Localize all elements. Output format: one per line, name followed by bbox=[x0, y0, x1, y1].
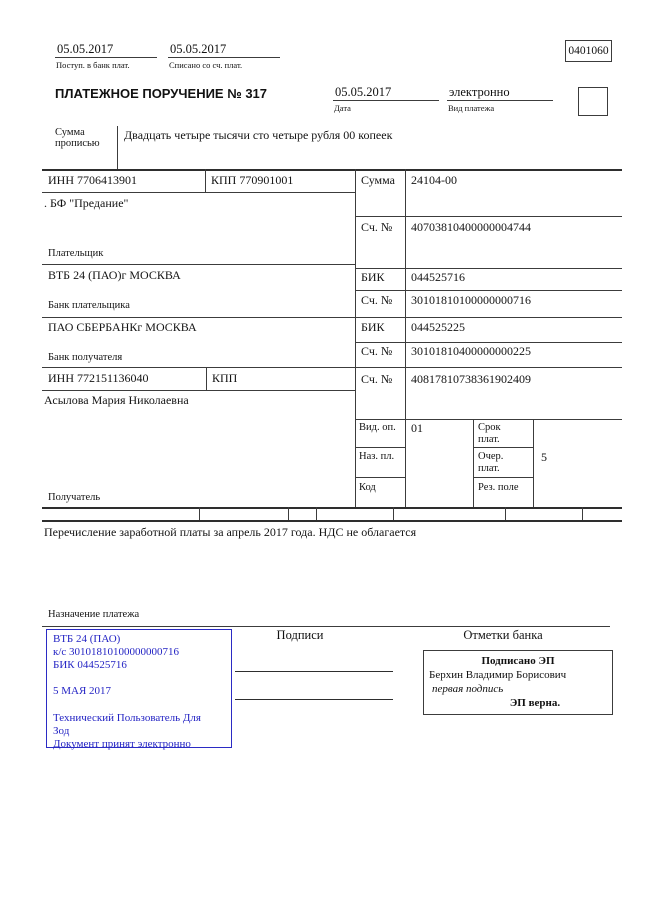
value-vertical-divider bbox=[405, 169, 406, 507]
payer-bank-label: Банк плательщика bbox=[48, 300, 130, 311]
table-top-line bbox=[42, 169, 622, 171]
payment-type-value: электронно bbox=[449, 85, 510, 99]
status-box bbox=[578, 87, 608, 116]
stamp-line: ВТБ 24 (ПАО) bbox=[53, 633, 121, 645]
op-block-top-line bbox=[355, 419, 622, 420]
electronic-signature-box bbox=[423, 650, 613, 715]
table-bottom-line bbox=[42, 507, 622, 509]
payer-account-label: Сч. № bbox=[361, 220, 393, 234]
stamp-line: Зод bbox=[53, 724, 70, 737]
payee-bank-label: Банк получателя bbox=[48, 352, 123, 363]
payee-kpp: КПП bbox=[212, 371, 238, 385]
form-code-box bbox=[565, 40, 612, 62]
stamp-line: к/с 30101810100000000716 bbox=[53, 646, 180, 659]
op-row2-line-right bbox=[473, 477, 534, 478]
purpose-label: Назначение платежа bbox=[48, 609, 140, 620]
sum-label: Сумма bbox=[361, 173, 395, 187]
debited-date-value: 05.05.2017 bbox=[170, 42, 227, 56]
date-label: Дата bbox=[334, 103, 351, 113]
received-date-label: Поступ. в банк плат. bbox=[56, 60, 130, 70]
payer-bank-bottom-line bbox=[42, 317, 622, 318]
payer-bik-bottom-line bbox=[355, 290, 622, 291]
op-vertical-2 bbox=[533, 419, 534, 507]
payer-inn: ИНН 7706413901 bbox=[48, 173, 137, 187]
payee-account-label: Сч. № bbox=[361, 372, 393, 386]
strip-divider-2 bbox=[288, 507, 289, 520]
payee-account-value: 40817810738361902409 bbox=[411, 372, 531, 386]
payee-bank-account-value: 30101810400000000225 bbox=[411, 344, 531, 358]
op-type-label: Вид. оп. bbox=[359, 422, 396, 433]
payee-bik-bottom-line bbox=[355, 342, 622, 343]
payee-bank-bik-value: 044525225 bbox=[411, 320, 465, 334]
document-title: ПЛАТЕЖНОЕ ПОРУЧЕНИЕ № 317 bbox=[55, 86, 268, 101]
signature-line-2 bbox=[235, 699, 393, 700]
payer-kpp: КПП 770901001 bbox=[211, 173, 294, 187]
payer-bottom-line bbox=[42, 264, 355, 265]
esign-title: Подписано ЭП bbox=[481, 655, 555, 667]
reserve-field-label: Рез. поле bbox=[478, 482, 519, 493]
priority-value: 5 bbox=[541, 450, 547, 464]
received-in-bank-field bbox=[55, 42, 157, 70]
stamp-line bbox=[53, 698, 229, 711]
received-date-value: 05.05.2017 bbox=[57, 42, 114, 56]
strip-divider-4 bbox=[393, 507, 394, 520]
payee-inn: ИНН 772151136040 bbox=[48, 371, 149, 385]
amount-in-words-value: Двадцать четыре тысячи сто четыре рубля 00 копеек bbox=[124, 128, 393, 142]
payer-innkpp-divider bbox=[205, 169, 206, 192]
strip-bottom-line bbox=[42, 520, 622, 522]
op-vertical-1 bbox=[473, 419, 474, 507]
esign-signer: Берхин Владимир Борисович bbox=[429, 669, 567, 681]
payee-name: Асылова Мария Николаевна bbox=[44, 393, 189, 407]
date-value: 05.05.2017 bbox=[335, 85, 392, 99]
op-row2-line-left bbox=[355, 477, 406, 478]
signature-line-1 bbox=[235, 671, 393, 672]
date-field bbox=[333, 85, 439, 113]
stamp-line: Технический Пользователь Для bbox=[53, 711, 201, 724]
payer-name: . БФ "Предание" bbox=[44, 196, 129, 210]
payment-type-field bbox=[447, 85, 553, 113]
op-row1-line-left bbox=[355, 447, 406, 448]
bank-marks-header: Отметки банка bbox=[463, 628, 543, 642]
strip-divider-5 bbox=[505, 507, 506, 520]
esign-verified: ЭП верна. bbox=[509, 697, 561, 709]
esign-kind: первая подпись bbox=[432, 683, 504, 695]
main-vertical-divider bbox=[355, 169, 356, 507]
stamp-line: Документ принят электронно bbox=[53, 737, 191, 750]
priority-label: Очер. плат. bbox=[478, 451, 504, 474]
payer-bank-name: ВТБ 24 (ПАО)г МОСКВА bbox=[48, 268, 181, 282]
pay-purpose-label: Наз. пл. bbox=[359, 451, 395, 462]
purpose-bottom-line bbox=[42, 626, 610, 627]
op-type-value: 01 bbox=[411, 421, 423, 435]
op-row1-line-right bbox=[473, 447, 534, 448]
payee-bank-account-label: Сч. № bbox=[361, 344, 393, 358]
payee-bank-name: ПАО СБЕРБАНКг МОСКВА bbox=[48, 320, 197, 334]
signatures-header: Подписи bbox=[276, 628, 324, 642]
payer-label: Плательщик bbox=[48, 248, 104, 259]
stamp-line: 5 МАЯ 2017 bbox=[53, 685, 112, 698]
purpose-text: Перечисление заработной платы за апрель 2017 года. НДС не облагается bbox=[44, 525, 417, 539]
debited-date-label: Списано со сч. плат. bbox=[169, 60, 243, 70]
payee-innkpp-divider bbox=[206, 367, 207, 390]
payee-label: Получатель bbox=[48, 492, 101, 503]
payer-innkpp-bottom-line bbox=[42, 192, 355, 193]
bank-stamp bbox=[46, 629, 232, 748]
amount-divider-line bbox=[117, 126, 118, 170]
pay-term-label: Срок плат. bbox=[478, 422, 501, 445]
payer-account-bottom-line bbox=[355, 268, 622, 269]
payment-type-label: Вид платежа bbox=[448, 103, 495, 113]
sum-value: 24104-00 bbox=[411, 173, 457, 187]
payer-bank-bik-value: 044525716 bbox=[411, 270, 465, 284]
strip-divider-3 bbox=[316, 507, 317, 520]
stamp-line: БИК 044525716 bbox=[53, 659, 127, 672]
payer-bank-account-value: 30101810100000000716 bbox=[411, 293, 531, 307]
payee-innkpp-bottom-line bbox=[42, 390, 355, 391]
payee-bank-bottom-line bbox=[42, 367, 622, 368]
payee-bank-bik-label: БИК bbox=[361, 320, 385, 334]
code-label: Код bbox=[359, 482, 376, 493]
payer-bank-bik-label: БИК bbox=[361, 270, 385, 284]
form-code: 0401060 bbox=[568, 45, 609, 57]
strip-divider-1 bbox=[199, 507, 200, 520]
payer-account-value: 40703810400000004744 bbox=[411, 220, 531, 234]
stamp-line bbox=[53, 672, 229, 685]
payer-bank-account-label: Сч. № bbox=[361, 293, 393, 307]
amount-in-words-label: Сумма прописью bbox=[55, 127, 100, 149]
debited-from-account-field bbox=[168, 42, 280, 70]
sum-row-bottom-line bbox=[355, 216, 622, 217]
strip-divider-6 bbox=[582, 507, 583, 520]
